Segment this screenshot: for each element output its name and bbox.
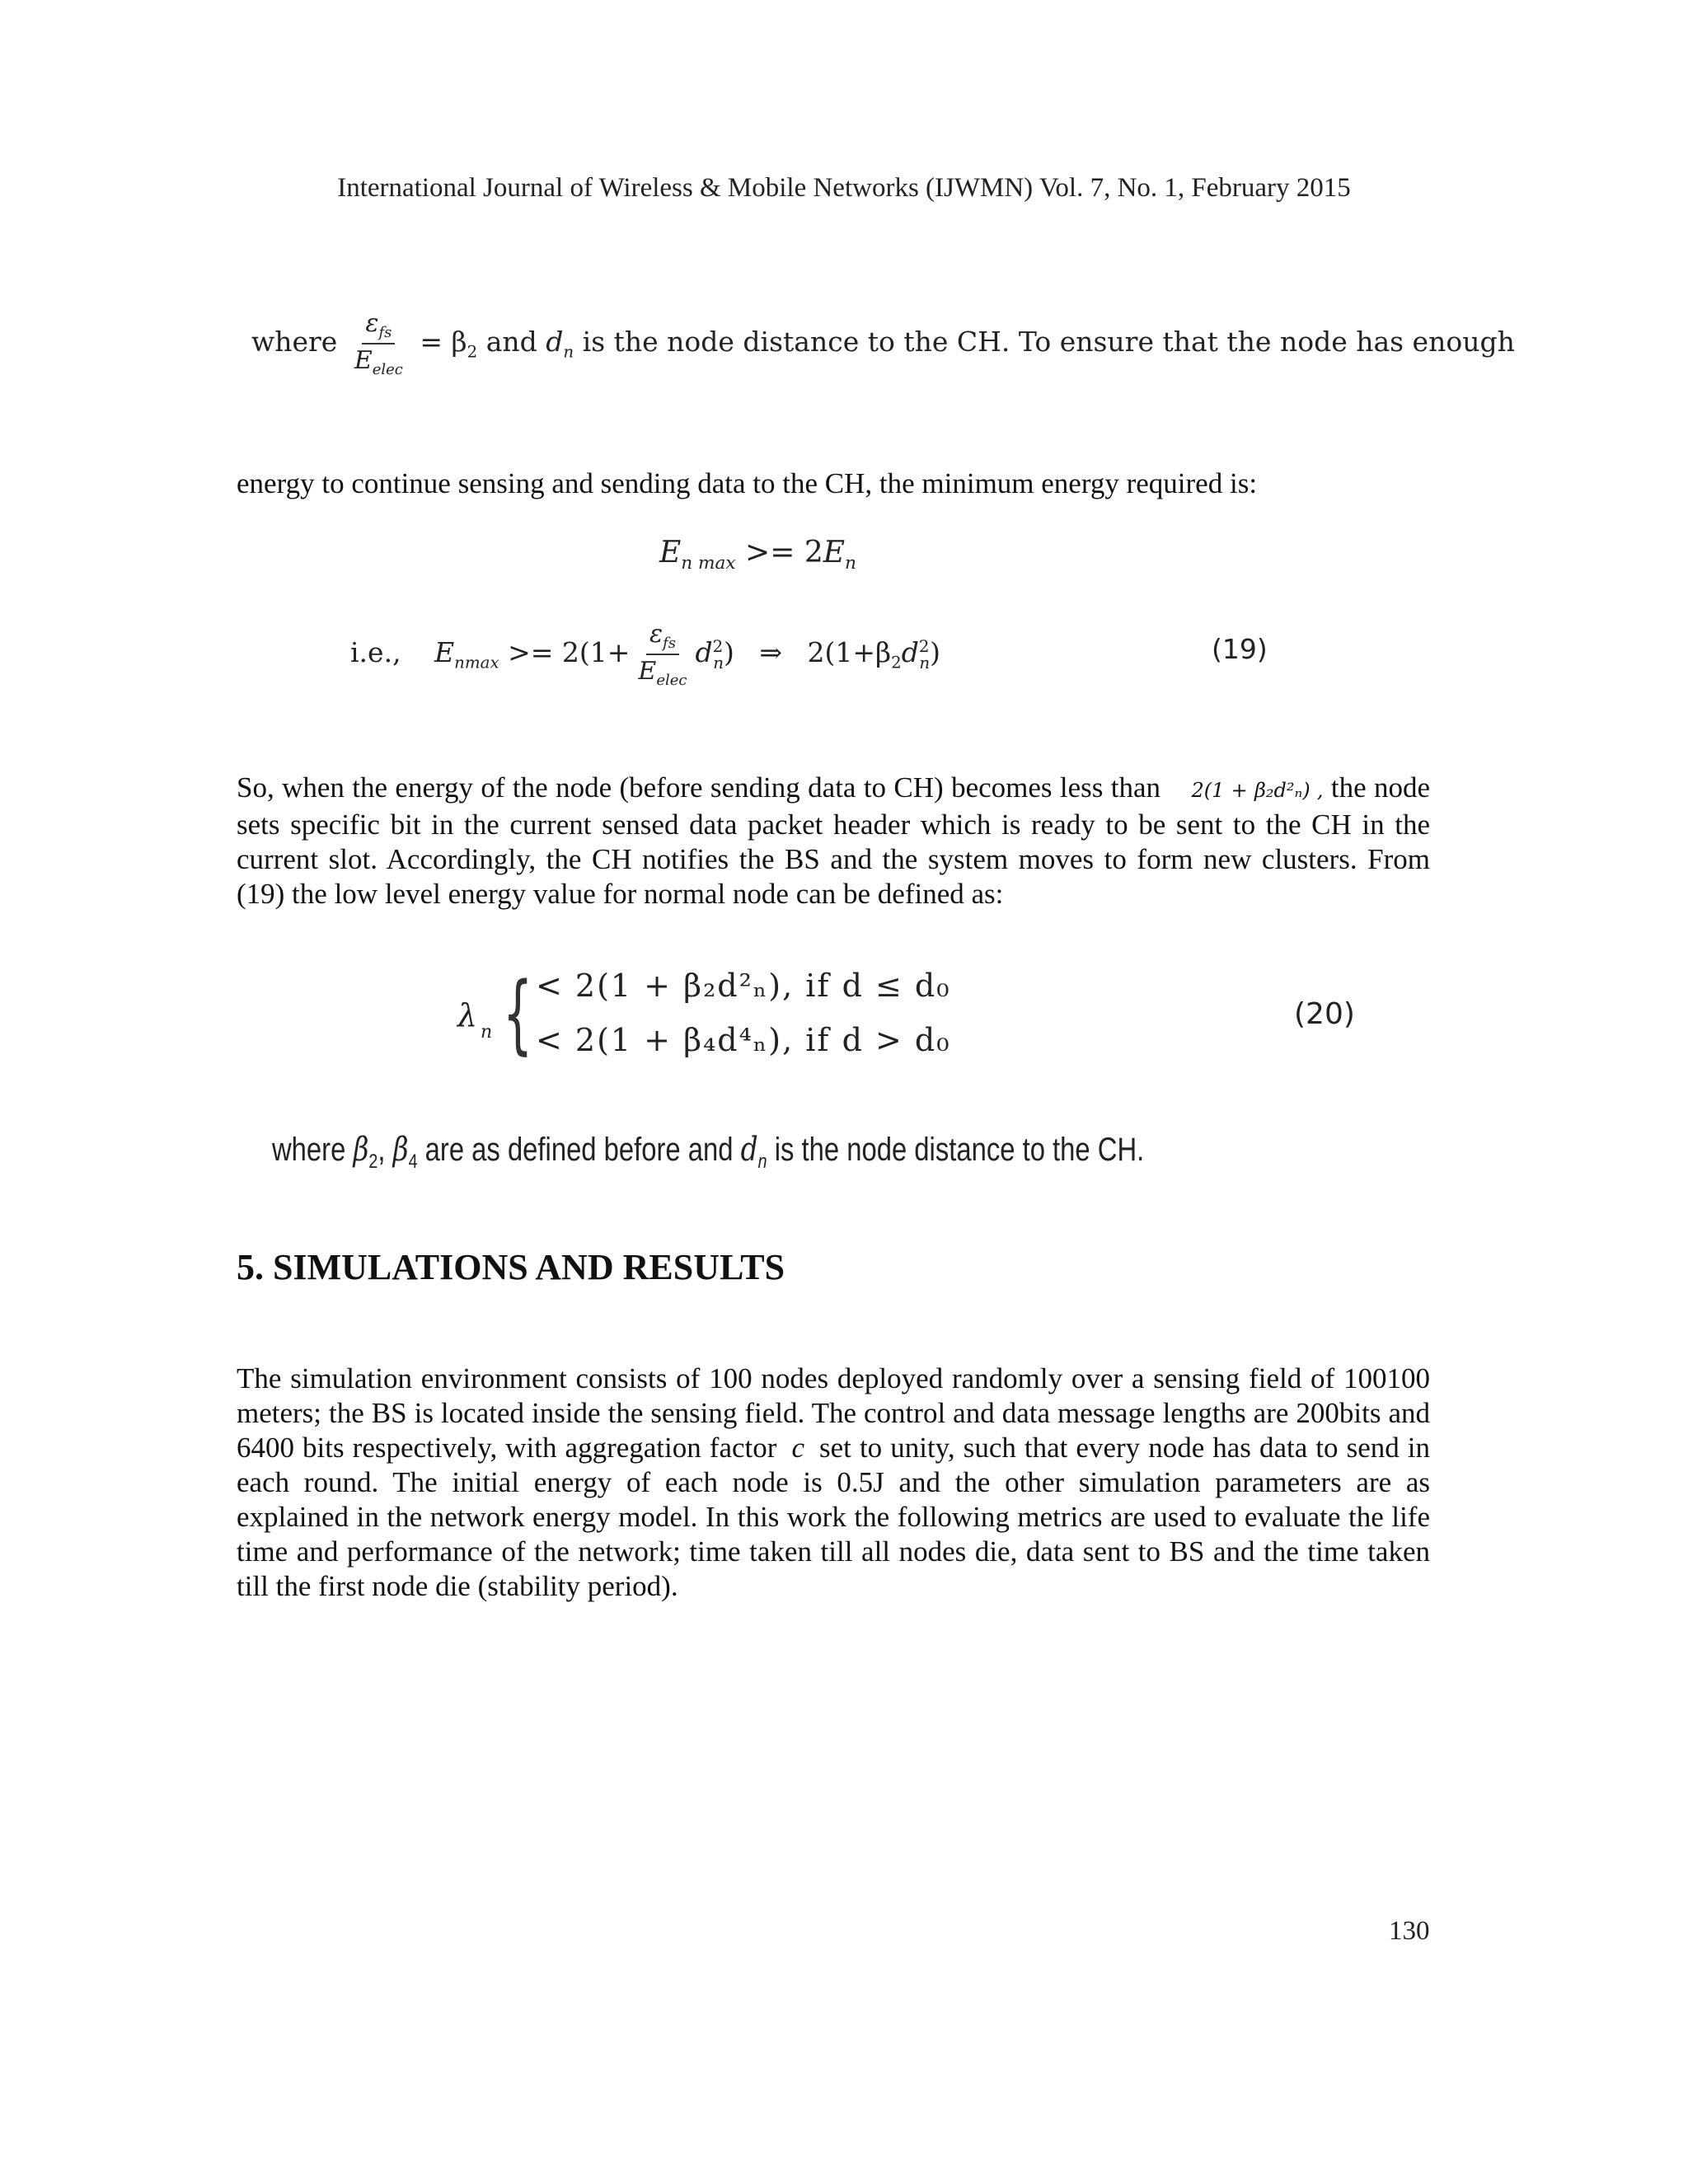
equation-19: i.e., $E_{nmax} >= 2(1+$ $\frac{\varepsilon_{fs}}{E_{elec}}$ $d^2_n$) ⇒ $2(1+\beta_2d^2_n)$ — [350, 620, 941, 689]
equation-number-19: (19) — [1212, 633, 1268, 665]
page-number: 130 — [1389, 1916, 1430, 1946]
equation-min-energy: $E_{n max} >= 2E_n$ — [659, 536, 856, 574]
case-2: < 2(1 + β₄d⁴ₙ), if d > d₀ — [536, 1022, 951, 1058]
fraction-eps-over-e: $\frac{\varepsilon_{fs}}{E_{elec}}$ — [354, 309, 403, 378]
journal-header: International Journal of Wireless & Mobile Networks (IJWMN) Vol. 7, No. 1, February 2015 — [337, 173, 1351, 203]
word-where: where — [251, 326, 338, 358]
paragraph-threshold: So, when the energy of the node (before sending data to CH) becomes less than 2(1 + β₂d²ₙ) , the node sets specific bit in the current sensed data packet header which is ready to be sent to the CH in the current slot. Accordingly, the CH notifies the BS and the system moves to form new clusters. From (19) the low level energy value for normal node can be defined as: — [237, 771, 1431, 910]
equation-number-20: (20) — [1294, 997, 1355, 1031]
section-heading: 5. SIMULATIONS AND RESULTS — [237, 1247, 785, 1287]
aggregation-factor-symbol: c — [791, 1432, 804, 1464]
equation-20: λ n { < 2(1 + β₂d²ₙ), if d ≤ d₀ < 2(1 + β₄d⁴ₙ), if d > d₀ — [457, 963, 951, 1064]
paragraph-min-energy: energy to continue sensing and sending data to the CH, the minimum energy required is: — [237, 467, 1258, 499]
beta2-equality: = β — [420, 326, 467, 358]
inline-threshold-expression: 2(1 + β₂d²ₙ) , — [1191, 779, 1324, 802]
case-brace: { — [503, 963, 533, 1064]
lambda-symbol: λ — [457, 997, 478, 1033]
definition-line: where $\frac{\varepsilon_{fs}}{E_{elec}}$ = $\beta_2$ and $d_n$ is the node distance to the CH. To ensure that the node has enough — [251, 309, 1515, 378]
distance-symbol: d — [546, 326, 564, 358]
definition-line-betas: where $\beta_2$, $\beta_4$ are as defined before and $d_n$ is the node distance to the CH. — [272, 1131, 1145, 1173]
paragraph-simulation: The simulation environment consists of 100 nodes deployed randomly over a sensing field of 100100 meters; the BS is located inside the sensing field. The control and data message lengths are 200bits and 6400 bits respectively, with aggregation factor c set to unity, such that every node has data to send in each round. The initial energy of each node is 0.5J and the other simulation parameters are as explained in the network energy model. In this work the following metrics are used to evaluate the life time and performance of the network; time taken till all nodes die, data sent to BS and the time taken till the first node die (stability period). — [237, 1362, 1430, 1602]
case-1: < 2(1 + β₂d²ₙ), if d ≤ d₀ — [536, 968, 951, 1004]
